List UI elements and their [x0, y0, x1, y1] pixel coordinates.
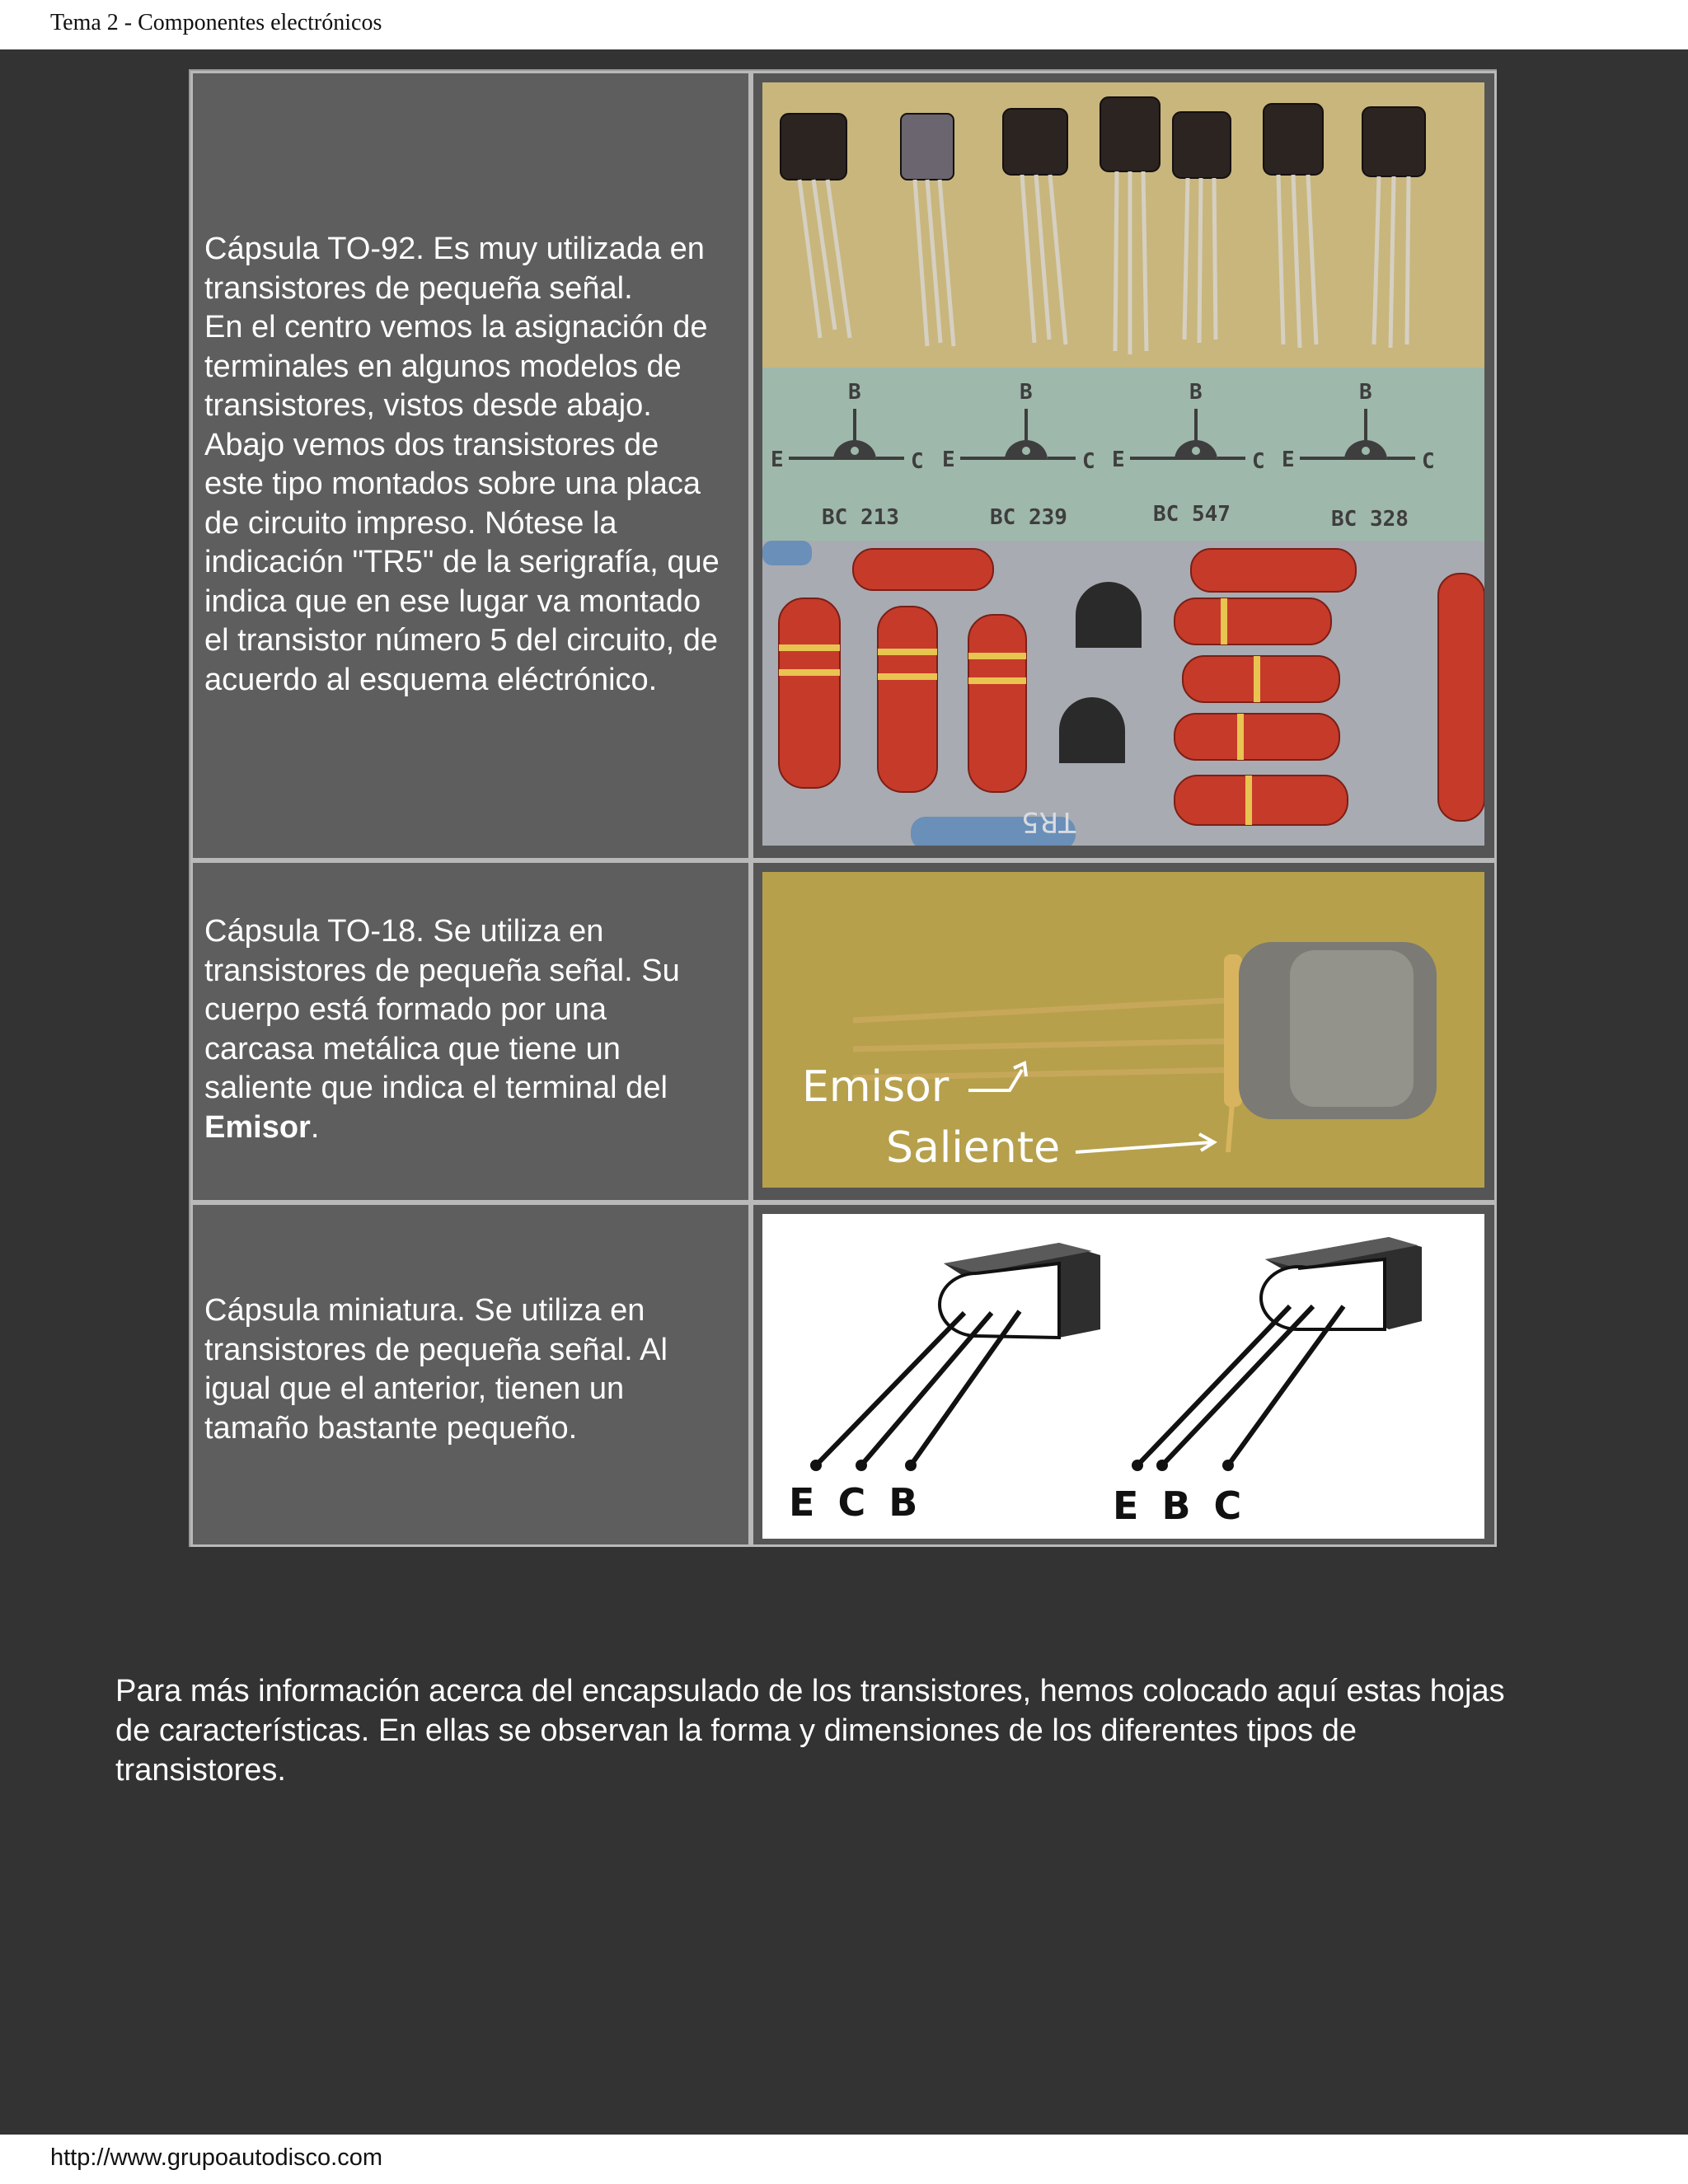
to18-image-cell: [751, 860, 1497, 1202]
pin-c-label: C: [911, 449, 924, 474]
pin-labels-left: E C B: [789, 1480, 923, 1525]
to18-transistor-photo: [762, 872, 1484, 1188]
page-footer: [0, 2135, 1688, 2184]
text-line: indicación "TR5" de la serigrafía, que: [204, 545, 720, 579]
text-line: transistores de pequeña señal. Su: [204, 953, 680, 988]
text-line: carcasa metálica que tiene un: [204, 1031, 621, 1066]
text-line: tamaño bastante pequeño.: [204, 1410, 578, 1446]
pin-b-label: B: [1359, 380, 1372, 405]
pinout-diagram-strip: [762, 368, 1484, 541]
text-line: Para más información acerca del encapsulado de los transistores, hemos colocado aquí estas hojas: [115, 1674, 1505, 1708]
to92-transistors-photo: [762, 82, 1484, 368]
text-line: acuerdo al esquema eléctrónico.: [204, 662, 658, 697]
more-info-paragraph: [115, 1671, 1582, 1790]
to18-description: [204, 912, 740, 1147]
pin-c-label: C: [1082, 449, 1095, 474]
model-label: BC 547: [1153, 502, 1231, 527]
text-line: transistores de pequeña señal. Al: [204, 1332, 668, 1367]
pin-b-label: B: [1020, 380, 1033, 405]
page-header: [0, 0, 1688, 49]
model-label: BC 213: [822, 505, 899, 530]
pin-b-label: B: [1189, 380, 1203, 405]
text-line: indica que en ese lugar va montado: [204, 583, 701, 619]
text-line: terminales en algunos modelos de: [204, 349, 682, 384]
text-line: Cápsula miniatura. Se utiliza en: [204, 1293, 645, 1328]
pcb-photo: [762, 541, 1484, 846]
footer-url: http://www.grupoautodisco.com: [50, 2144, 382, 2171]
pin-e-label: E: [1282, 448, 1295, 472]
saliente-label: Saliente: [886, 1123, 1061, 1173]
emisor-label: Emisor: [802, 1062, 950, 1112]
pcb-silkscreen-label: TR5: [1020, 805, 1076, 838]
to18-description-cell: [190, 860, 751, 1202]
pin-labels-right: E B C: [1113, 1483, 1247, 1528]
text-line: transistores de pequeña señal.: [204, 270, 633, 306]
text-line: transistores, vistos desde abajo.: [204, 388, 652, 423]
miniature-description-cell: [190, 1202, 751, 1547]
emisor-bold: Emisor: [204, 1109, 311, 1145]
text-line: saliente que indica el terminal del: [204, 1071, 668, 1105]
period: .: [310, 1109, 320, 1145]
pin-c-label: C: [1252, 449, 1265, 474]
text-line: este tipo montados sobre una placa: [204, 466, 701, 501]
text-line: el transistor número 5 del circuito, de: [204, 623, 719, 658]
text-line: Cápsula TO-92. Es muy utilizada en: [204, 232, 705, 266]
model-label: BC 239: [990, 505, 1067, 530]
text-line: igual que el anterior, tienen un: [204, 1371, 625, 1406]
to92-description-cell: [190, 71, 751, 860]
text-line: transistores.: [115, 1753, 286, 1788]
transistor-package-table: [189, 69, 1497, 1547]
miniature-description: [204, 1291, 740, 1448]
text-line: cuerpo está formado por una: [204, 992, 607, 1027]
pin-b-label: B: [848, 380, 861, 405]
pin-e-label: E: [771, 448, 784, 472]
text-line: Abajo vemos dos transistores de: [204, 427, 659, 462]
miniature-image-cell: [751, 1202, 1497, 1547]
text-line: En el centro vemos la asignación de: [204, 310, 708, 344]
text-line: [204, 1108, 740, 1148]
text-line: Cápsula TO-18. Se utiliza en: [204, 914, 604, 949]
pin-c-label: C: [1422, 449, 1435, 474]
page-title: Tema 2 - Componentes electrónicos: [50, 10, 382, 35]
pin-e-label: E: [1112, 448, 1125, 472]
miniature-transistor-drawing: [762, 1214, 1484, 1539]
to92-description: [204, 230, 740, 700]
to92-image-cell: [751, 71, 1497, 860]
text-line: de circuito impreso. Nótese la: [204, 505, 617, 541]
text-line: de características. En ellas se observan la forma y dimensiones de los diferentes tipos de: [115, 1713, 1357, 1748]
model-label: BC 328: [1331, 507, 1409, 532]
pin-e-label: E: [942, 448, 955, 472]
